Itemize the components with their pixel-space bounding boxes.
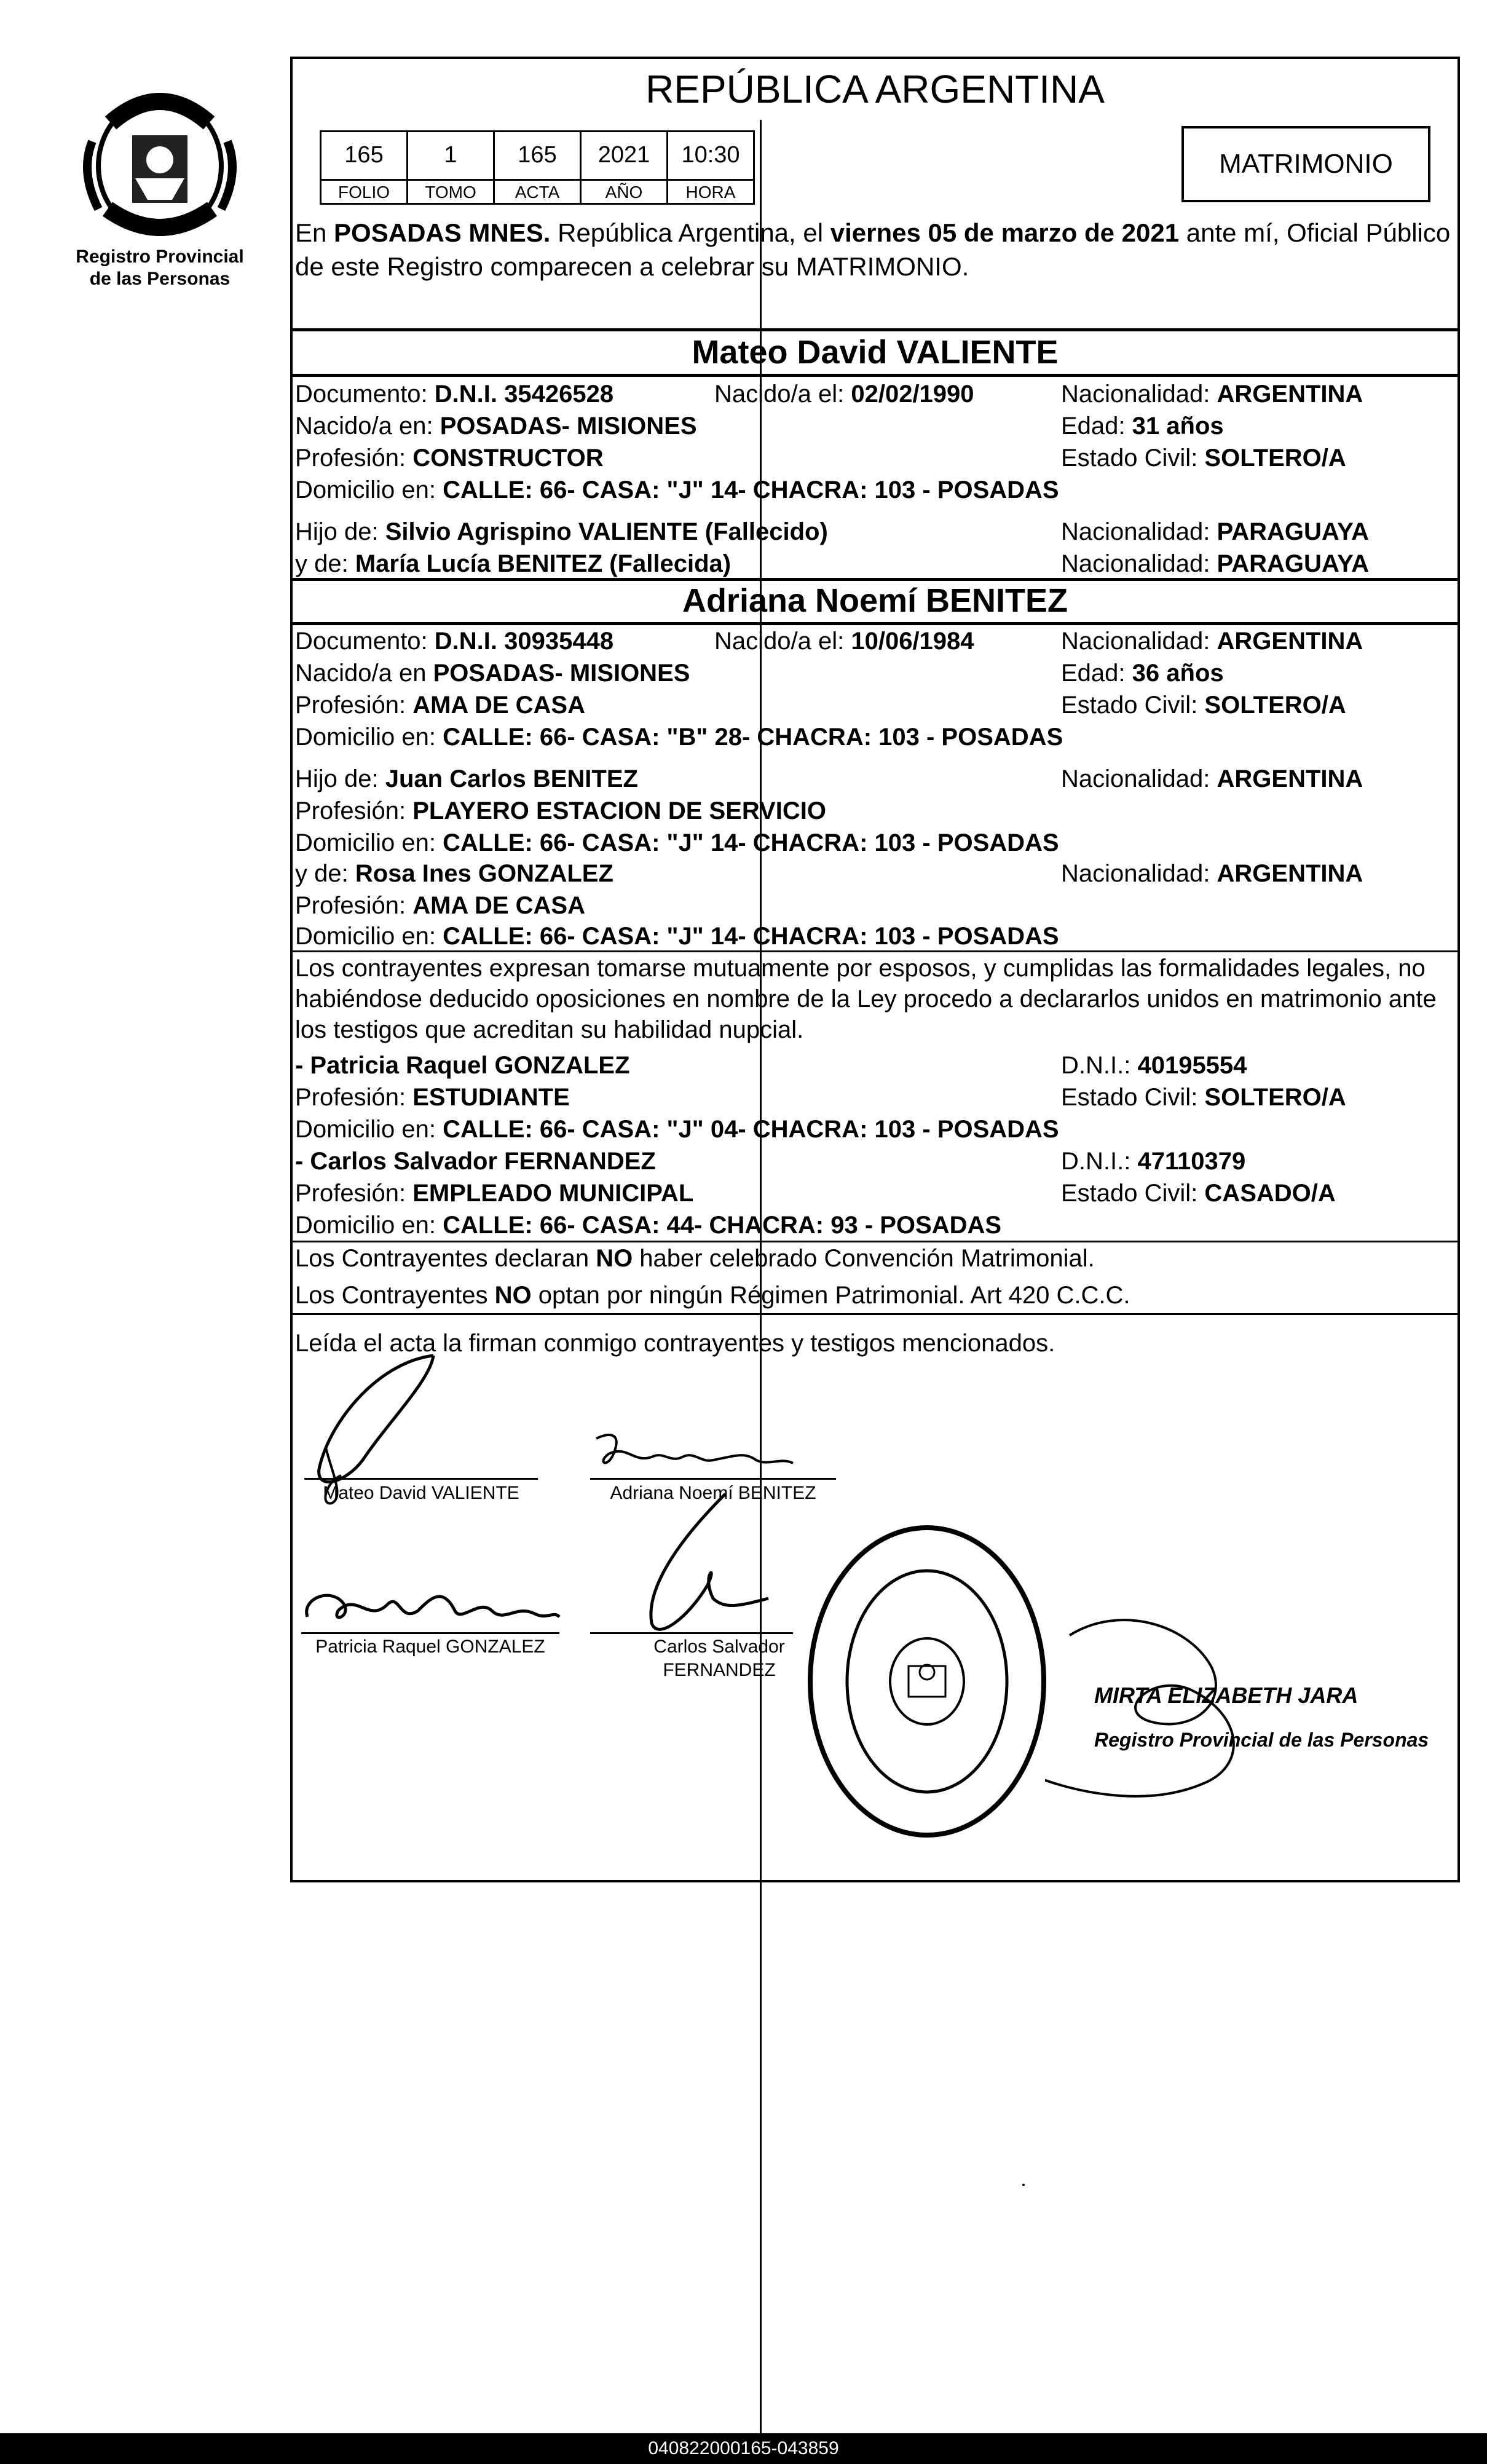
witness2-address: Domicilio en: CALLE: 66- CASA: 44- CHACRA: 93 - POSADAS	[295, 1212, 1002, 1239]
witness1-address: Domicilio en: CALLE: 66- CASA: "J" 04- CHACRA: 103 - POSADAS	[295, 1116, 1059, 1143]
hora-label: HORA	[668, 180, 754, 204]
spouse1-born-date: Nacido/a el: 02/02/1990	[714, 381, 974, 408]
intro-paragraph: En POSADAS MNES. República Argentina, el viernes 05 de marzo de 2021 ante mí, Oficial Público de este Registro comparecen a celebrar su MATRIMONIO.	[295, 218, 1451, 281]
spouse2-born-place: Nacido/a en POSADAS- MISIONES	[295, 660, 690, 687]
anio-value: 2021	[581, 132, 668, 180]
spouse1-doc: Documento: D.N.I. 35426528	[295, 381, 614, 408]
declaration-line1: Los contrayentes expresan tomarse mutuamente por esposos, y cumplidas las formalidades legales, no	[295, 955, 1426, 982]
witness1-name: - Patricia Raquel GONZALEZ	[295, 1052, 630, 1079]
folio-value: 165	[321, 132, 408, 180]
spouse2-mother-profession: Profesión: AMA DE CASA	[295, 892, 585, 919]
witness2-civil-status: Estado Civil: CASADO/A	[1061, 1180, 1336, 1207]
spouse1-born-place: Nacido/a en: POSADAS- MISIONES	[295, 413, 697, 440]
witness1-dni: D.N.I.: 40195554	[1061, 1052, 1247, 1079]
spouse2-civil-status: Estado Civil: SOLTERO/A	[1061, 692, 1346, 719]
spouse2-father-profession: Profesión: PLAYERO ESTACION DE SERVICIO	[295, 797, 826, 824]
divider	[290, 1241, 1460, 1242]
spouse1-mother-nationality: Nacionalidad: PARAGUAYA	[1061, 550, 1369, 577]
divider	[290, 950, 1460, 952]
signature-label-mateo: Mateo David VALIENTE	[323, 1483, 519, 1503]
witness2-profession: Profesión: EMPLEADO MUNICIPAL	[295, 1180, 694, 1207]
signature-label-patricia: Patricia Raquel GONZALEZ	[315, 1637, 545, 1657]
spouse2-born-date: Nacido/a el: 10/06/1984	[714, 628, 974, 655]
declaration-line3: los testigos que acreditan su habilidad nupcial.	[295, 1016, 804, 1043]
spouse1-nationality: Nacionalidad: ARGENTINA	[1061, 381, 1363, 408]
tomo-label: TOMO	[408, 180, 494, 204]
divider	[290, 622, 1460, 625]
scan-dot	[1022, 2184, 1025, 2186]
signature-line	[301, 1632, 559, 1634]
divider	[290, 328, 1460, 331]
signature-carlos-icon	[633, 1488, 793, 1648]
declaration-line2: habiéndose deducido oposiciones en nombre de la Ley procedo a declararlos unidos en matrimonio ante	[295, 985, 1437, 1013]
signature-line	[590, 1478, 836, 1480]
spouse1-age: Edad: 31 años	[1061, 413, 1224, 440]
anio-label: AÑO	[581, 180, 668, 204]
logo-caption	[49, 246, 270, 290]
spouse1-civil-status: Estado Civil: SOLTERO/A	[1061, 444, 1346, 472]
spouse1-profession: Profesión: CONSTRUCTOR	[295, 444, 604, 472]
intro-date: viernes 05 de marzo de 2021	[830, 218, 1180, 247]
spouse2-address: Domicilio en: CALLE: 66- CASA: "B" 28- CHACRA: 103 - POSADAS	[295, 724, 1063, 751]
spouse2-father: Hijo de: Juan Carlos BENITEZ	[295, 765, 638, 792]
witness1-civil-status: Estado Civil: SOLTERO/A	[1061, 1084, 1346, 1111]
spouse2-nationality: Nacionalidad: ARGENTINA	[1061, 628, 1363, 655]
witness2-dni: D.N.I.: 47110379	[1061, 1148, 1246, 1175]
spouse2-name: Adriana Noemí BENITEZ	[682, 582, 1068, 619]
tomo-value: 1	[408, 132, 494, 180]
document-type-box: MATRIMONIO	[1181, 126, 1430, 202]
divider	[290, 1313, 1460, 1315]
spouse2-mother-address: Domicilio en: CALLE: 66- CASA: "J" 14- CHACRA: 103 - POSADAS	[295, 923, 1059, 950]
signature-label-adriana: Adriana Noemí BENITEZ	[610, 1483, 816, 1503]
signature-line	[304, 1478, 538, 1480]
folio-table	[320, 130, 755, 205]
signatures-intro: Leída el acta la firman conmigo contrayentes y testigos mencionados.	[295, 1330, 1055, 1357]
signature-adriana-icon	[590, 1426, 811, 1482]
divider	[290, 374, 1460, 377]
folio-label: FOLIO	[321, 180, 408, 204]
spouse2-profession: Profesión: AMA DE CASA	[295, 692, 585, 719]
convention-line2: Los Contrayentes NO optan por ningún Régimen Patrimonial. Art 420 C.C.C.	[295, 1282, 1130, 1309]
convention-line1: Los Contrayentes declaran NO haber celebrado Convención Matrimonial.	[295, 1245, 1095, 1272]
signature-label-carlos: Carlos Salvador FERNANDEZ	[653, 1637, 785, 1680]
intro-place: POSADAS MNES.	[334, 218, 551, 247]
spouse2-mother-nationality: Nacionalidad: ARGENTINA	[1061, 860, 1363, 887]
spouse2-mother: y de: Rosa Ines GONZALEZ	[295, 860, 613, 887]
page-title: REPÚBLICA ARGENTINA	[645, 67, 1105, 111]
spouse1-name: Mateo David VALIENTE	[692, 334, 1059, 371]
footer-barcode-text: 040822000165-043859	[0, 2433, 1487, 2464]
spouse1-mother: y de: María Lucía BENITEZ (Fallecida)	[295, 550, 732, 577]
spouse2-doc: Documento: D.N.I. 30935448	[295, 628, 614, 655]
officer-name: MIRTA ELIZABETH JARA	[1094, 1683, 1359, 1708]
signature-line	[590, 1632, 793, 1634]
spouse1-address: Domicilio en: CALLE: 66- CASA: "J" 14- CHACRA: 103 - POSADAS	[295, 476, 1059, 503]
acta-label: ACTA	[494, 180, 581, 204]
misiones-emblem-icon	[74, 86, 246, 246]
witness1-profession: Profesión: ESTUDIANTE	[295, 1084, 570, 1111]
signature-patricia-icon	[295, 1574, 566, 1641]
official-seal-icon	[798, 1518, 1056, 1844]
acta-value: 165	[494, 132, 581, 180]
officer-title: Registro Provincial de las Personas	[1094, 1729, 1429, 1751]
spouse2-father-address: Domicilio en: CALLE: 66- CASA: "J" 14- CHACRA: 103 - POSADAS	[295, 829, 1059, 856]
logo-caption-line1: Registro Provincial	[76, 247, 244, 267]
logo-caption-line2: de las Personas	[89, 269, 231, 289]
hora-value: 10:30	[668, 132, 754, 180]
signature-officer-icon	[1045, 1611, 1352, 1832]
scan-fold-line	[760, 120, 762, 2464]
witness2-name: - Carlos Salvador FERNANDEZ	[295, 1148, 656, 1175]
spouse2-father-nationality: Nacionalidad: ARGENTINA	[1061, 765, 1363, 792]
spouse1-father-nationality: Nacionalidad: PARAGUAYA	[1061, 518, 1369, 545]
spouse2-age: Edad: 36 años	[1061, 660, 1224, 687]
spouse1-father: Hijo de: Silvio Agrispino VALIENTE (Fallecido)	[295, 518, 828, 545]
